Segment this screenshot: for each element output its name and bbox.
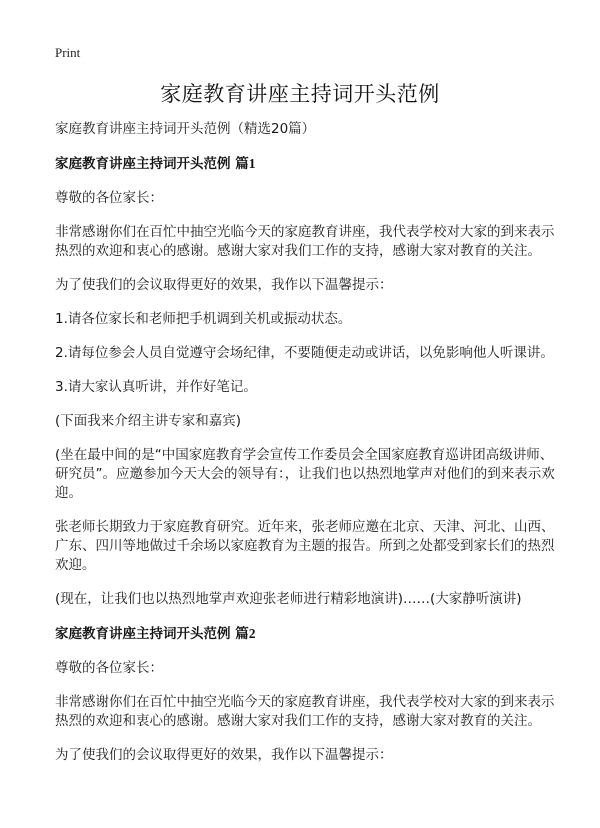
- paragraph: 尊敬的各位家长：: [55, 660, 163, 676]
- paragraph: 2.请每位参会人员自觉遵守会场纪律，不要随便走动或讲话，以免影响他人听课讲。: [55, 345, 554, 361]
- section-heading-number: 篇1: [235, 156, 256, 171]
- section-heading-text: 家庭教育讲座主持词开头范例: [55, 156, 236, 172]
- page-title: 家庭教育讲座主持词开头范例: [160, 82, 440, 106]
- section-heading-number: 篇2: [235, 626, 256, 641]
- paragraph: (现在，让我们也以热烈地掌声欢迎张老师进行精彩地演讲)……(大家静听演讲): [55, 591, 522, 607]
- paragraph: 非常感谢你们在百忙中抽空光临今天的家庭教育讲座，我代表学校对大家的到来表示热烈的欢迎和衷心的感谢。感谢大家对我们工作的支持，感谢大家对教育的关注。: [55, 224, 555, 259]
- paragraph: 为了使我们的会议取得更好的效果，我作以下温馨提示：: [55, 747, 393, 763]
- section-heading-text: 家庭教育讲座主持词开头范例: [55, 626, 236, 642]
- paragraph: 为了使我们的会议取得更好的效果，我作以下温馨提示：: [55, 277, 393, 293]
- print-label: Print: [55, 45, 81, 60]
- section-heading-2: [55, 624, 555, 644]
- paragraph: (坐在最中间的是“中国家庭教育学会宣传工作委员会全国家庭教育巡讲团高级讲师、研究员”。应邀参加今天大会的领导有：，让我们也以热烈地掌声对他们的到来表示欢迎。: [55, 447, 555, 501]
- paragraph: 非常感谢你们在百忙中抽空光临今天的家庭教育讲座，我代表学校对大家的到来表示热烈的欢迎和衷心的感谢。感谢大家对我们工作的支持，感谢大家对教育的关注。: [55, 694, 555, 729]
- document-body: [55, 120, 555, 780]
- paragraph: 3.请大家认真听讲，并作好笔记。: [55, 379, 257, 395]
- section-heading-1: [55, 154, 555, 174]
- paragraph: 张老师长期致力于家庭教育研究。近年来，张老师应邀在北京、天津、河北、山西、广东、四川等地做过千余场以家庭教育为主题的报告。所到之处都受到家长们的热烈欢迎。: [55, 519, 555, 573]
- paragraph: 1.请各位家长和老师把手机调到关机或振动状态。: [55, 311, 352, 327]
- paragraph: 尊敬的各位家长：: [55, 190, 163, 206]
- paragraph: (下面我来介绍主讲专家和嘉宾): [55, 413, 242, 429]
- document-subtitle: 家庭教育讲座主持词开头范例（精选20篇）: [55, 121, 316, 137]
